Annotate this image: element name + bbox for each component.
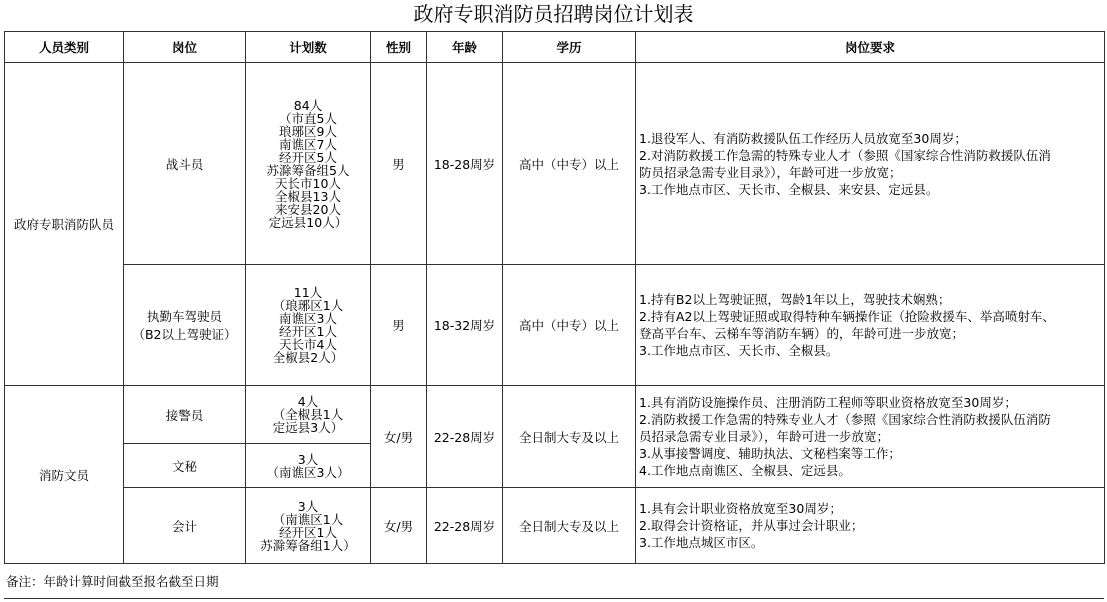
category-cell: 消防文员 [5,386,124,564]
requirements-cell: 1.具有消防设施操作员、注册消防工程师等职业资格放宽至30周岁； 2.消防救援工作急需的特殊专业人才（参照《国家综合性消防救援队伍消防 员招录急需专业目录》），年龄可进一步放宽； 3.从事接警调度、辅助执法、文秘档案等工作； 4.工作地点南谯区、全椒县、定远县。 [636,386,1105,488]
header-plan: 计划数 [246,32,371,63]
plan-cell: 84人 （市直5人 琅琊区9人 南谯区7人 经开区5人 苏滁筹备组5人 天长市10人 全椒县13人 来安县20人 定远县10人） [246,63,371,265]
position-cell: 接警员 [124,386,246,444]
position-cell: 文秘 [124,444,246,488]
plan-cell: 11人 （琅琊区1人 南谯区3人 经开区1人 天长市4人 全椒县2人） [246,265,371,386]
table-header-row [5,32,1105,63]
table-row [5,488,1105,564]
requirements-cell: 1.持有B2以上驾驶证照，驾龄1年以上，驾驶技术娴熟； 2.持有A2以上驾驶证照或取得特种车辆操作证（抢险救援车、举高喷射车、 登高平台车、云梯车等消防车辆）的，年龄可进一步放宽； 3.工作地点市区、天长市、全椒县。 [636,265,1105,386]
position-cell: 执勤车驾驶员 （B2以上驾驶证） [124,265,246,386]
table-row [5,386,1105,444]
age-cell: 22-28周岁 [427,488,503,564]
education-cell: 高中（中专）以上 [503,265,636,386]
gender-cell: 男 [371,63,427,265]
bottom-border [4,598,1104,599]
education-cell: 全日制大专及以上 [503,386,636,488]
plan-cell: 3人 （南谯区3人） [246,444,371,488]
position-cell: 战斗员 [124,63,246,265]
requirements-cell: 1.具有会计职业资格放宽至30周岁； 2.取得会计资格证，并从事过会计职业； 3.工作地点城区市区。 [636,488,1105,564]
header-requirements: 岗位要求 [636,32,1105,63]
education-cell: 高中（中专）以上 [503,63,636,265]
header-age: 年龄 [427,32,503,63]
gender-cell: 男 [371,265,427,386]
gender-cell: 女/男 [371,386,427,488]
header-education: 学历 [503,32,636,63]
age-cell: 22-28周岁 [427,386,503,488]
table-row [5,265,1105,386]
age-cell: 18-32周岁 [427,265,503,386]
requirements-cell: 1.退役军人、有消防救援队伍工作经历人员放宽至30周岁； 2.对消防救援工作急需的特殊专业人才（参照《国家综合性消防救援队伍消 防员招录急需专业目录》），年龄可进一步放宽； 3.工作地点市区、天长市、全椒县、来安县、定远县。 [636,63,1105,265]
table-row [5,63,1105,265]
plan-cell: 4人 （全椒县1人 定远县3人） [246,386,371,444]
page-title: 政府专职消防员招聘岗位计划表 [413,2,694,26]
plan-cell: 3人 （南谯区1人 经开区1人 苏滁筹备组1人） [246,488,371,564]
header-category: 人员类别 [5,32,124,63]
header-gender: 性别 [371,32,427,63]
gender-cell: 女/男 [371,488,427,564]
footnote: 备注：年龄计算时间截至报名截至日期 [6,574,219,589]
education-cell: 全日制大专及以上 [503,488,636,564]
recruitment-plan-table [4,31,1105,564]
age-cell: 18-28周岁 [427,63,503,265]
header-position: 岗位 [124,32,246,63]
category-cell: 政府专职消防队员 [5,63,124,386]
position-cell: 会计 [124,488,246,564]
